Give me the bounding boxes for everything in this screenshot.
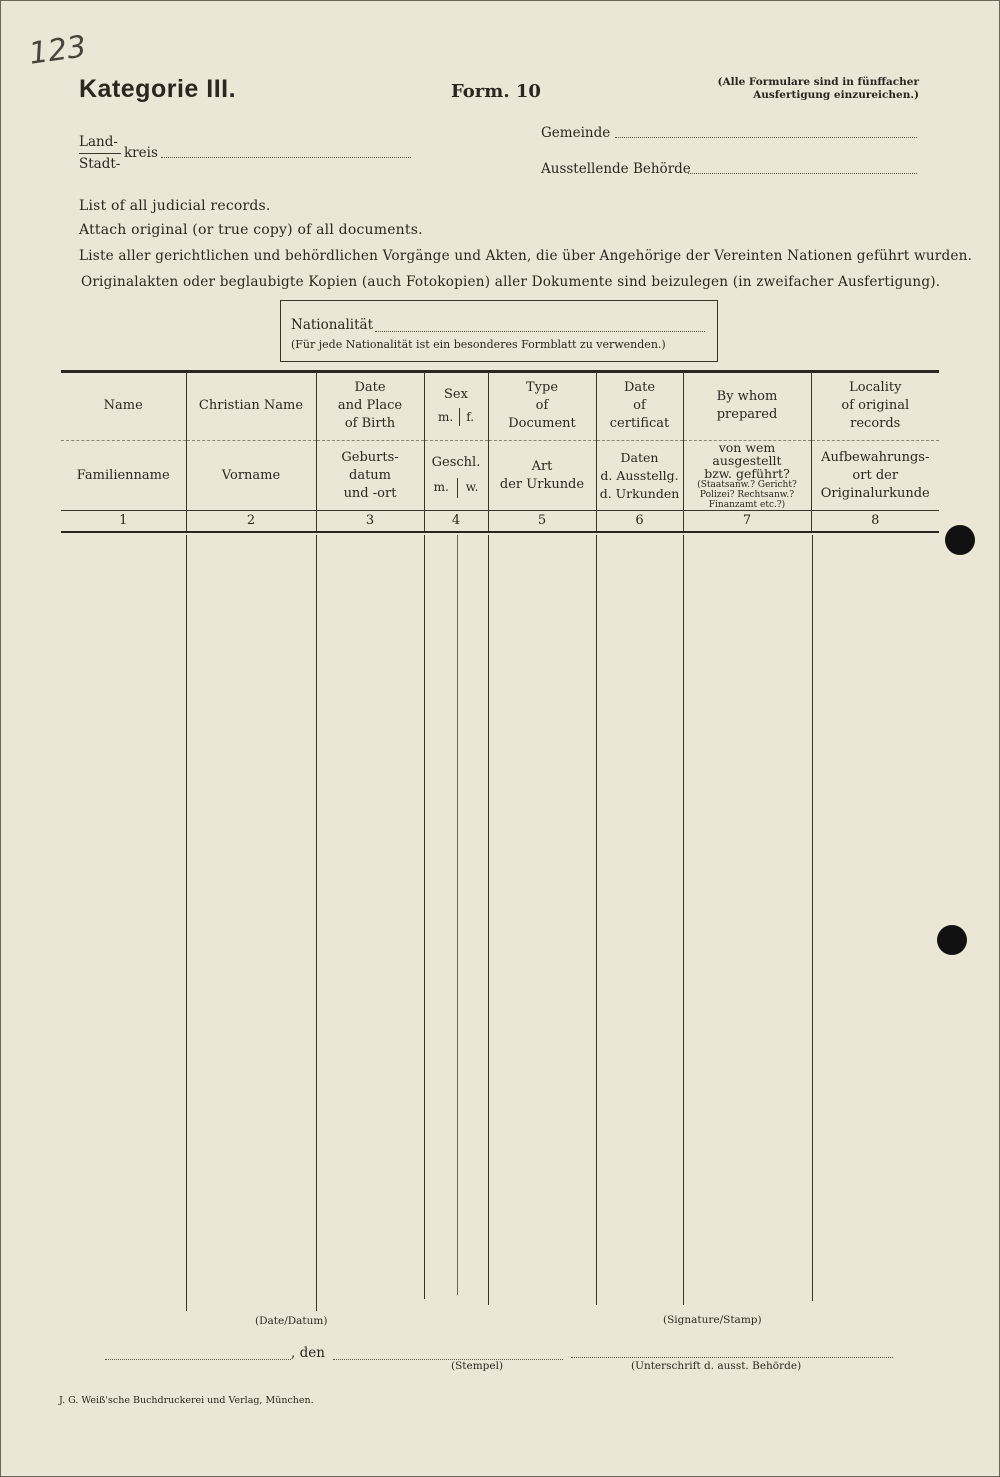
header-de-aufbewahrung: Aufbewahrungs- ort der Originalurkunde [820, 449, 930, 501]
column-number: 8 [811, 511, 939, 533]
instruction-line: List of all judicial records. [79, 198, 271, 214]
nationality-note: (Für jede Nationalität ist ein besonderes Formblatt zu verwenden.) [291, 338, 666, 351]
unterschrift-label: (Unterschrift d. ausst. Behörde) [631, 1360, 802, 1372]
header-de-vorname: Vorname [186, 441, 316, 511]
column-divider [812, 535, 813, 1301]
header-en-birth: Date and Place of Birth [316, 372, 424, 441]
column-divider [186, 535, 187, 1311]
punch-hole [937, 925, 967, 955]
nationality-label: Nationalität [291, 317, 374, 333]
header-de-geschl [424, 441, 488, 511]
den-label: , den [291, 1345, 325, 1361]
submission-note: (Alle Formulare sind in fünffacher Ausfertigung einzureichen.) [717, 76, 919, 101]
header-de-von-wem [683, 441, 811, 511]
header-en-date-cert: Date of certificat [596, 372, 683, 441]
instruction-line: Attach original (or true copy) of all documents. [79, 222, 423, 238]
geschl-m: m. [433, 479, 449, 494]
header-en-locality: Locality of original records [811, 372, 939, 441]
signature-label: (Signature/Stamp) [663, 1314, 762, 1326]
header-en-prepared: By whom prepared [683, 372, 811, 441]
land-stadt-divider [79, 153, 121, 154]
header-en-type: Type of Document [488, 372, 596, 441]
header-de-geburt: Geburts- datum und -ort [316, 441, 424, 511]
gemeinde-label: Gemeinde [541, 125, 611, 141]
column-number: 3 [316, 511, 424, 533]
column-divider [316, 535, 317, 1311]
column-number: 2 [186, 511, 316, 533]
signature-field[interactable] [571, 1357, 893, 1358]
behoerde-label: Ausstellende Behörde [541, 161, 691, 177]
sex-label: Sex [444, 387, 468, 402]
von-wem-label: von wem ausgestellt bzw. geführt? [704, 440, 790, 481]
kreis-label: kreis [124, 145, 158, 161]
printer-imprint: J. G. Weiß'sche Buchdruckerei und Verlag, München. [59, 1395, 314, 1406]
column-number: 7 [683, 511, 811, 533]
instruction-line: Originalakten oder beglaubigte Kopien (auch Fotokopien) aller Dokumente sind beizulegen (in zweifacher Ausfertigung). [81, 274, 941, 290]
nationality-field[interactable] [375, 331, 705, 332]
column-number: 1 [61, 511, 186, 533]
handwritten-number: 123 [26, 29, 89, 72]
column-number: 6 [596, 511, 683, 533]
column-divider [596, 535, 597, 1305]
geschl-label: Geschl. [431, 454, 481, 470]
sex-male: m. [437, 410, 454, 424]
punch-hole [945, 525, 975, 555]
sex-column-divider [457, 535, 458, 1295]
column-number-row [61, 511, 939, 533]
stadt-label: Stadt- [79, 156, 121, 172]
sex-divider [459, 408, 460, 426]
column-divider [488, 535, 489, 1305]
von-wem-examples: (Staatsanw.? Gericht? Polizei? Rechtsanw.? Finanzamt etc.?) [697, 480, 797, 510]
header-en-sex [424, 372, 488, 441]
header-de-art: Art der Urkunde [488, 441, 596, 511]
header-en-name: Name [61, 372, 186, 441]
gemeinde-field[interactable] [615, 137, 917, 138]
land-label: Land- [79, 134, 118, 150]
column-divider [683, 535, 684, 1305]
kreis-field[interactable] [161, 157, 411, 158]
date-label: (Date/Datum) [255, 1315, 328, 1327]
sex-female: f. [466, 410, 475, 424]
date-field[interactable] [333, 1359, 563, 1360]
header-de-daten: Daten d. Ausstellg. d. Urkunden [596, 441, 683, 511]
geschl-w: w. [465, 479, 479, 494]
column-divider [424, 535, 425, 1299]
header-de-familienname: Familienname [61, 441, 186, 511]
form-number: Form. 10 [451, 81, 541, 102]
stempel-label: (Stempel) [451, 1360, 504, 1372]
header-row-german [61, 441, 939, 511]
geschl-divider [457, 478, 458, 498]
column-number: 5 [488, 511, 596, 533]
category-title: Kategorie III. [79, 75, 237, 103]
records-table [61, 372, 939, 533]
header-row-english [61, 372, 939, 441]
nationality-box [280, 300, 718, 362]
instruction-line: Liste aller gerichtlichen und behördlichen Vorgänge und Akten, die über Angehörige der Vereinten Nationen geführt wurden. [79, 248, 973, 264]
place-field[interactable] [105, 1359, 291, 1360]
header-en-christian-name: Christian Name [186, 372, 316, 441]
behoerde-field[interactable] [688, 173, 917, 174]
column-number: 4 [424, 511, 488, 533]
